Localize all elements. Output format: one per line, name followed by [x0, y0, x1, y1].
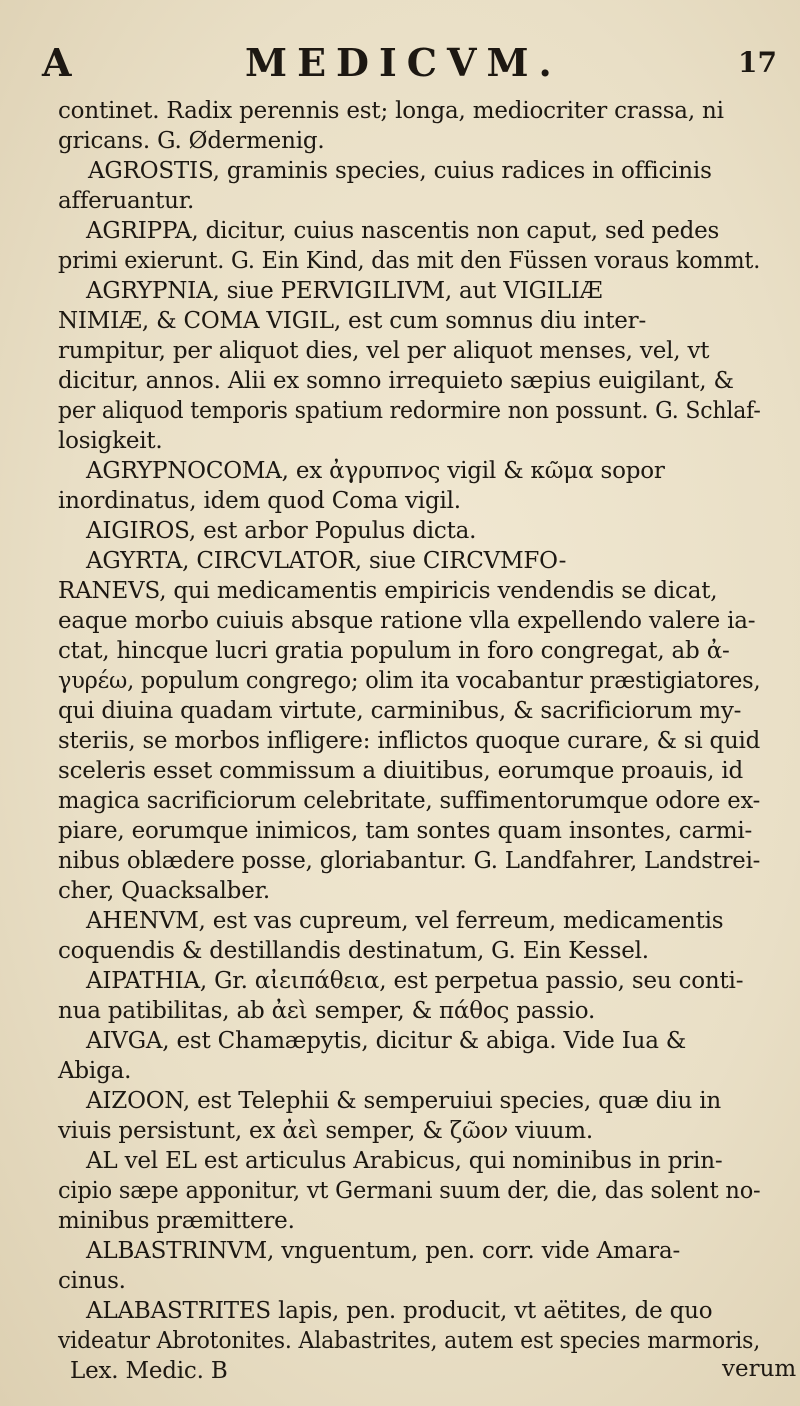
- text-line: afferuantur.: [58, 188, 195, 214]
- text-line: Abiga.: [58, 1058, 132, 1084]
- text-line: dicitur, annos. Alii ex somno irrequieto sæpius euigilant, &: [58, 368, 734, 394]
- text-line: magica sacrificiorum celebritate, suffimentorumque odore ex-: [58, 788, 761, 814]
- text-line: steriis, se morbos infligere: inflictos quoque curare, & si quid: [58, 728, 761, 754]
- header-title: MEDICVM.: [245, 40, 562, 85]
- text-line: primi exierunt. G. Ein Kind, das mit den Füssen voraus kommt.: [58, 248, 761, 274]
- text-line: NIMIÆ, & COMA VIGIL, est cum somnus diu inter-: [58, 308, 647, 334]
- text-line: AHENVM, est vas cupreum, vel ferreum, medicamentis: [86, 908, 724, 934]
- text-line: AGRYPNOCOMA, ex ἀγρυπνος vigil & κῶμα sopor: [86, 458, 665, 484]
- text-line: AIZOON, est Telephii & semperuiui species, quæ diu in: [86, 1088, 721, 1114]
- text-line: nua patibilitas, ab ἀεὶ semper, & πάθος passio.: [58, 998, 596, 1024]
- text-line: AGRIPPA, dicitur, cuius nascentis non caput, sed pedes: [86, 218, 720, 244]
- text-line: ALABASTRITES lapis, pen. producit, vt aëtites, de quo: [86, 1298, 713, 1324]
- text-line: cher, Quacksalber.: [58, 878, 270, 904]
- text-line: rumpitur, per aliquot dies, vel per aliquot menses, vel, vt: [58, 338, 710, 364]
- text-line: nibus oblædere posse, gloriabantur. G. Landfahrer, Landstrei-: [58, 848, 761, 874]
- catchword: verum: [722, 1356, 797, 1382]
- text-line: minibus præmittere.: [58, 1208, 295, 1234]
- text-line: cipio sæpe apponitur, vt Germani suum der, die, das solent no-: [58, 1178, 761, 1204]
- text-line: losigkeit.: [58, 428, 163, 454]
- text-line: AIVGA, est Chamæpytis, dicitur & abiga. Vide Iua &: [86, 1028, 687, 1054]
- text-line: per aliquod temporis spatium redormire non possunt. G. Schlaf-: [58, 398, 761, 424]
- text-line: ctat, hincque lucri gratia populum in foro congregat, ab ἀ-: [58, 638, 730, 664]
- text-line: AL vel EL est articulus Arabicus, qui nominibus in prin-: [86, 1148, 723, 1174]
- running-header: [0, 36, 800, 86]
- text-line: inordinatus, idem quod Coma vigil.: [58, 488, 461, 514]
- text-line: sceleris esset commissum a diuitibus, eorumque proauis, id: [58, 758, 744, 784]
- text-line: AGRYPNIA, siue PERVIGILIVM, aut VIGILIÆ: [86, 278, 603, 304]
- text-line: AGYRTA, CIRCVLATOR, siue CIRCVMFO-: [86, 548, 567, 574]
- text-line: γυρέω, populum congrego; olim ita vocabantur præstigiatores,: [58, 668, 761, 694]
- text-line: eaque morbo cuiuis absque ratione vlla expellendo valere ia-: [58, 608, 756, 634]
- text-line: viuis persistunt, ex ἀεὶ semper, & ζῶον viuum.: [58, 1118, 594, 1144]
- header-letter: A: [42, 40, 74, 85]
- text-line: AGROSTIS, graminis species, cuius radices in officinis: [88, 158, 712, 184]
- text-line: cinus.: [58, 1268, 126, 1294]
- text-line: AIGIROS, est arbor Populus dicta.: [86, 518, 477, 544]
- text-line: ALBASTRINVM, vnguentum, pen. corr. vide Amara-: [86, 1238, 681, 1264]
- text-line: RANEVS, qui medicamentis empiricis vendendis se dicat,: [58, 578, 718, 604]
- signature-line: Lex. Medic. B: [70, 1358, 228, 1384]
- text-line: gricans. G. Ødermenig.: [58, 128, 325, 154]
- page-number: 17: [738, 46, 777, 79]
- text-line: continet. Radix perennis est; longa, mediocriter crassa, ni: [58, 98, 724, 124]
- text-line: AIPATHIA, Gr. αἰειπάθεια, est perpetua passio, seu conti-: [86, 968, 744, 994]
- text-line: qui diuina quadam virtute, carminibus, & sacrificiorum my-: [58, 698, 742, 724]
- text-line: piare, eorumque inimicos, tam sontes quam insontes, carmi-: [58, 818, 753, 844]
- text-line: videatur Abrotonites. Alabastrites, autem est species marmoris,: [58, 1328, 761, 1354]
- text-line: coquendis & destillandis destinatum, G. Ein Kessel.: [58, 938, 649, 964]
